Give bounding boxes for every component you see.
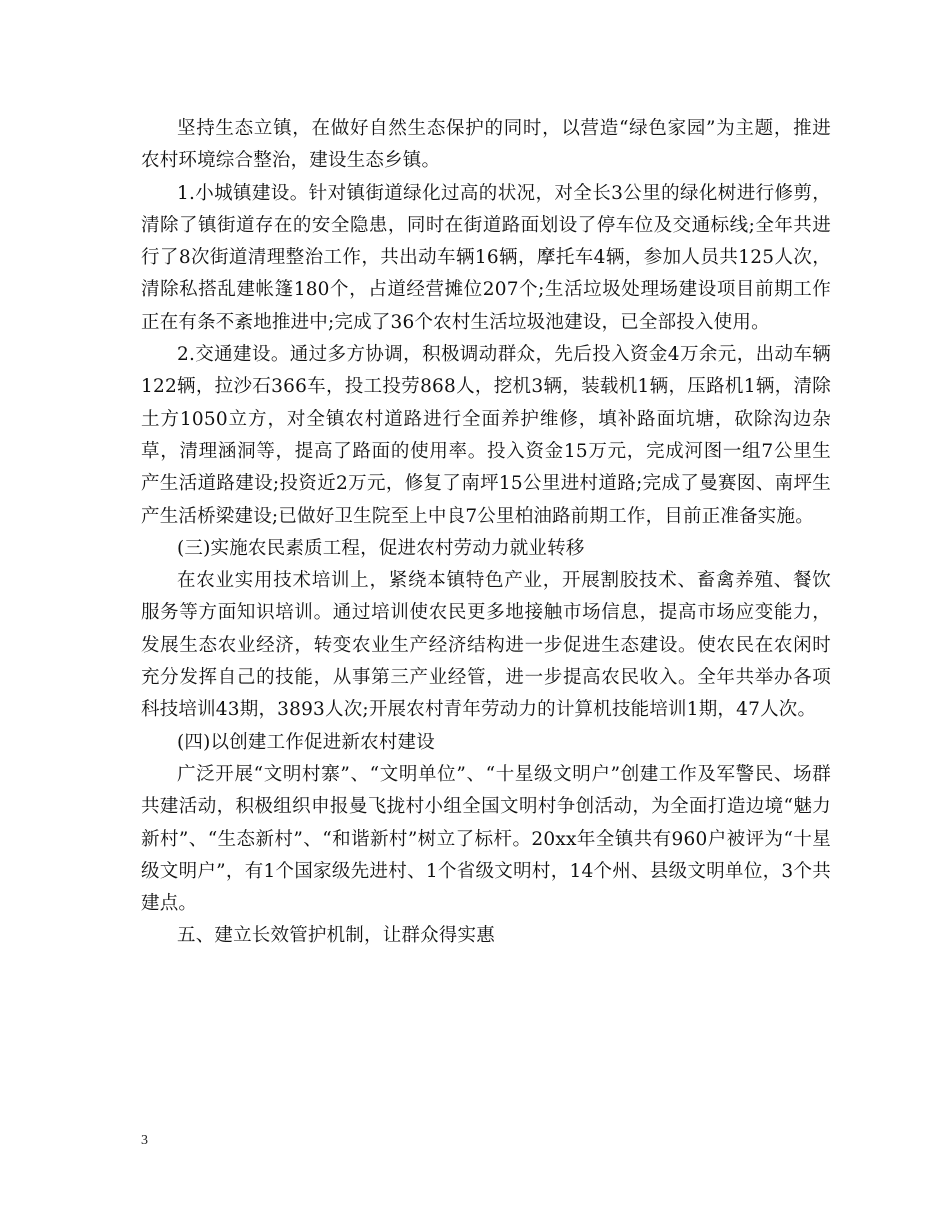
paragraph-ecology-intro: 坚持生态立镇，在做好自然生态保护的同时，以营造“绿色家园”为主题，推进农村环境综合整治，建设生态乡镇。 [141, 118, 831, 172]
page-number: 3 [141, 1133, 148, 1148]
paragraph-technical-training: 在农业实用技术培训上，紧绕本镇特色产业，开展割胶技术、畜禽养殖、餐饮服务等方面知识培训。通过培训使农民更多地接触市场信息，提高市场应变能力，发展生态农业经济，转变农业生产经济结构进一步促进生态建设。使农民在农闲时充分发挥自己的技能，从事第三产业经管，进一步提高农民收入。全年共举办各项科技培训43期，3893人次;开展农村青年劳动力的计算机技能培训1期，47人次。 [141, 570, 831, 721]
section-heading-new-village: (四)以创建工作促进新农村建设 [177, 731, 435, 753]
paragraph-civilization-campaign: 广泛开展“文明村寨”、“文明单位”、“十星级文明户”创建工作及军警民、场群共建活动，积极组织申报曼飞拢村小组全国文明村争创活动，为全面打造边境“魅力新村”、“生态新村”、“和谐新村”树立了标杆。20xx年全镇共有960户被评为“十星级文明户”，有1个国家级先进村、1个省级文明村，14个州、县级文明单位，3个共建点。 [141, 763, 831, 915]
section-heading-long-term-mechanism: 五、建立长效管护机制，让群众得实惠 [177, 925, 495, 947]
section-heading-farmer-quality: (三)实施农民素质工程，促进农村劳动力就业转移 [177, 537, 585, 559]
paragraph-small-town-construction: 1.小城镇建设。针对镇街道绿化过高的状况，对全长3公里的绿化树进行修剪，清除了镇街道存在的安全隐患，同时在街道路面划设了停车位及交通标线;全年共进行了8次街道清理整治工作，共出动车辆16辆，摩托车4辆，参加人员共125人次，清除私搭乱建帐篷180个，占道经营摊位207个;生活垃圾处理场建设项目前期工作正在有条不紊地推进中;完成了36个农村生活垃圾池建设，已全部投入使用。 [141, 182, 831, 333]
document-body [141, 113, 831, 953]
paragraph-traffic-construction: 2.交通建设。通过多方协调，积极调动群众，先后投入资金4万余元，出动车辆122辆，拉沙石366车，投工投劳868人，挖机3辆，装载机1辆，压路机1辆，清除土方1050立方，对全镇农村道路进行全面养护维修，填补路面坑塘，砍除沟边杂草，清理涵洞等，提高了路面的使用率。投入资金15万元，完成河图一组7公里生产生活道路建设;投资近2万元，修复了南坪15公里进村道路;完成了曼赛囡、南坪生产生活桥梁建设;已做好卫生院至上中良7公里柏油路前期工作，目前正准备实施。 [141, 344, 831, 527]
